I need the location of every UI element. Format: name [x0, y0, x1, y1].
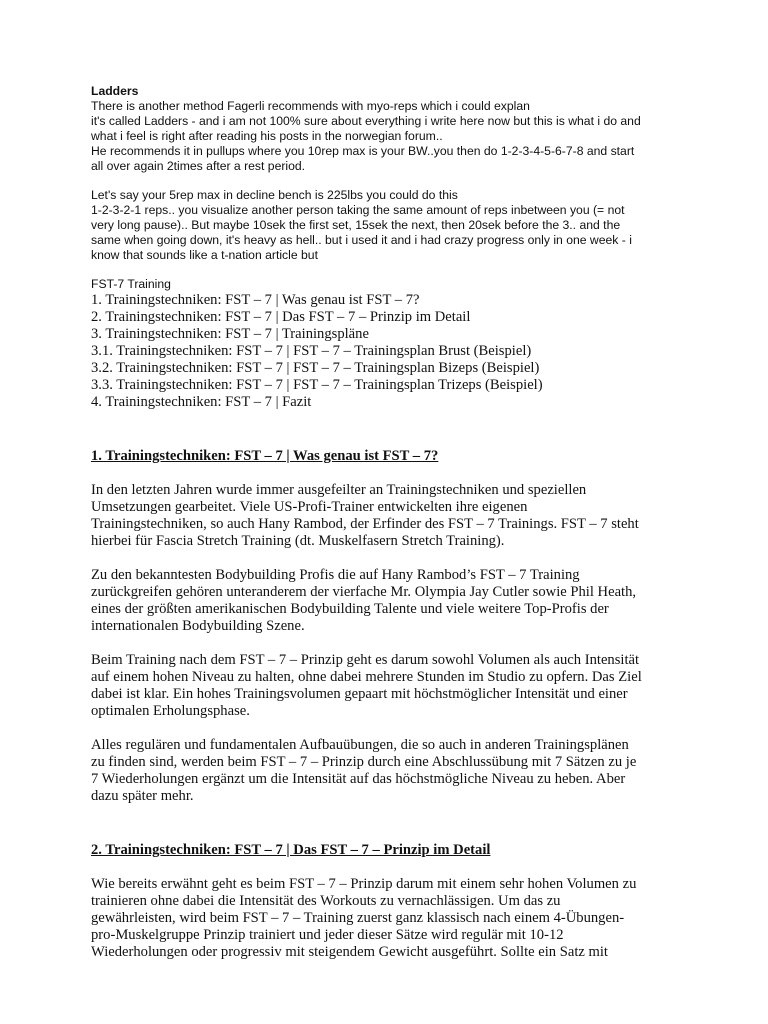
text-line: all over again 2times after a rest period.	[91, 159, 306, 173]
toc-item: 3.3. Trainingstechniken: FST – 7 | FST – 7 – Trainingsplan Trizeps (Beispiel)	[91, 377, 543, 393]
section-1-heading: 1. Trainingstechniken: FST – 7 | Was genau ist FST – 7?	[91, 448, 439, 464]
section-1-paragraph-4	[91, 737, 691, 805]
section-1-paragraph-2	[91, 567, 691, 635]
text-line: zurückgreifen gehören unteranderem der vierfache Mr. Olympia Jay Cutler sowie Phil Heath,	[91, 584, 637, 600]
text-line: Beim Training nach dem FST – 7 – Prinzip geht es darum sowohl Volumen als auch Intensität	[91, 652, 640, 668]
text-line: dabei ist klar. Ein hohes Trainingsvolumen gepaart mit höchstmöglicher Intensität und einer	[91, 686, 628, 702]
text-line: 1-2-3-2-1 reps.. you visualize another person taking the same amount of reps inbetween you (= not	[91, 203, 625, 217]
text-line: Trainingstechniken, so auch Hany Rambod, der Erfinder des FST – 7 Trainings. FST – 7 steht	[91, 516, 639, 532]
text-line: Let's say your 5rep max in decline bench is 225lbs you could do this	[91, 188, 458, 202]
section-2-heading: 2. Trainingstechniken: FST – 7 | Das FST – 7 – Prinzip im Detail	[91, 842, 491, 858]
text-line: internationalen Bodybuilding Szene.	[91, 618, 305, 634]
text-line: same when going down, it's heavy as hell.. but i used it and i had crazy progress only in one week - i	[91, 233, 632, 247]
text-line: very long pause).. But maybe 10sek the first set, 15sek the next, then 20sek before the 3.. and the	[91, 218, 621, 232]
text-line: There is another method Fagerli recommends with myo-reps which i could explan	[91, 99, 530, 113]
text-line: Wiederholungen oder progressiv mit steigendem Gewicht ausgeführt. Sollte ein Satz mit	[91, 944, 608, 960]
text-line: it's called Ladders - and i am not 100% sure about everything i write here now but this is what i do and	[91, 114, 641, 128]
toc-item: 1. Trainingstechniken: FST – 7 | Was genau ist FST – 7?	[91, 292, 420, 308]
text-line: zu finden sind, werden beim FST – 7 – Prinzip durch eine Abschlussübung mit 7 Sätzen zu je	[91, 754, 637, 770]
text-line: Umsetzungen gearbeitet. Viele US-Profi-Trainer entwickelten ihre eigenen	[91, 499, 528, 515]
document-page	[91, 84, 691, 961]
fst7-label: FST-7 Training	[91, 277, 171, 291]
text-line: Zu den bekanntesten Bodybuilding Profis die auf Hany Rambod’s FST – 7 Training	[91, 567, 580, 583]
section-1-paragraph-1	[91, 482, 691, 550]
toc-item: 3. Trainingstechniken: FST – 7 | Trainingspläne	[91, 326, 369, 342]
text-line: what i feel is right after reading his posts in the norwegian forum..	[91, 129, 443, 143]
ladders-title: Ladders	[91, 84, 139, 98]
section-2-paragraph-1	[91, 876, 691, 961]
text-line: eines der größten amerikanischen Bodybuilding Talente und viele weitere Top-Profis der	[91, 601, 609, 617]
text-line: optimalen Erholungsphase.	[91, 703, 250, 719]
ladders-paragraph-2	[91, 188, 691, 263]
text-line: Alles regulären und fundamentalen Aufbauübungen, die so auch in anderen Trainingsplänen	[91, 737, 629, 753]
table-of-contents	[91, 292, 691, 411]
section-2	[91, 842, 691, 961]
text-line: pro-Muskelgruppe Prinzip trainiert und jeder dieser Sätze wird regulär mit 10-12	[91, 927, 564, 943]
toc-item: 4. Trainingstechniken: FST – 7 | Fazit	[91, 394, 312, 410]
text-line: hierbei für Fascia Stretch Training (dt. Muskelfasern Stretch Training).	[91, 533, 505, 549]
text-line: dazu später mehr.	[91, 788, 194, 804]
text-line: auf einem hohen Niveau zu halten, ohne dabei mehrere Stunden im Studio zu opfern. Das Ziel	[91, 669, 642, 685]
toc-item: 2. Trainingstechniken: FST – 7 | Das FST – 7 – Prinzip im Detail	[91, 309, 471, 325]
text-line: gewährleisten, wird beim FST – 7 – Training zuerst ganz klassisch nach einem 4-Übungen-	[91, 910, 625, 926]
text-line: He recommends it in pullups where you 10rep max is your BW..you then do 1-2-3-4-5-6-7-8 and start	[91, 144, 635, 158]
toc-item: 3.2. Trainingstechniken: FST – 7 | FST – 7 – Trainingsplan Bizeps (Beispiel)	[91, 360, 540, 376]
section-1-paragraph-3	[91, 652, 691, 720]
ladders-section	[91, 84, 691, 292]
ladders-paragraph-1	[91, 99, 691, 174]
text-line: Wie bereits erwähnt geht es beim FST – 7 – Prinzip darum mit einem sehr hohen Volumen zu	[91, 876, 637, 892]
toc-item: 3.1. Trainingstechniken: FST – 7 | FST – 7 – Trainingsplan Brust (Beispiel)	[91, 343, 532, 359]
text-line: know that sounds like a t-nation article but	[91, 248, 318, 262]
section-1	[91, 448, 691, 805]
text-line: In den letzten Jahren wurde immer ausgefeilter an Trainingstechniken und speziellen	[91, 482, 587, 498]
text-line: 7 Wiederholungen ergänzt um die Intensität auf das höchstmögliche Niveau zu heben. Aber	[91, 771, 626, 787]
text-line: trainieren ohne dabei die Intensität des Workouts zu vernachlässigen. Um das zu	[91, 893, 561, 909]
